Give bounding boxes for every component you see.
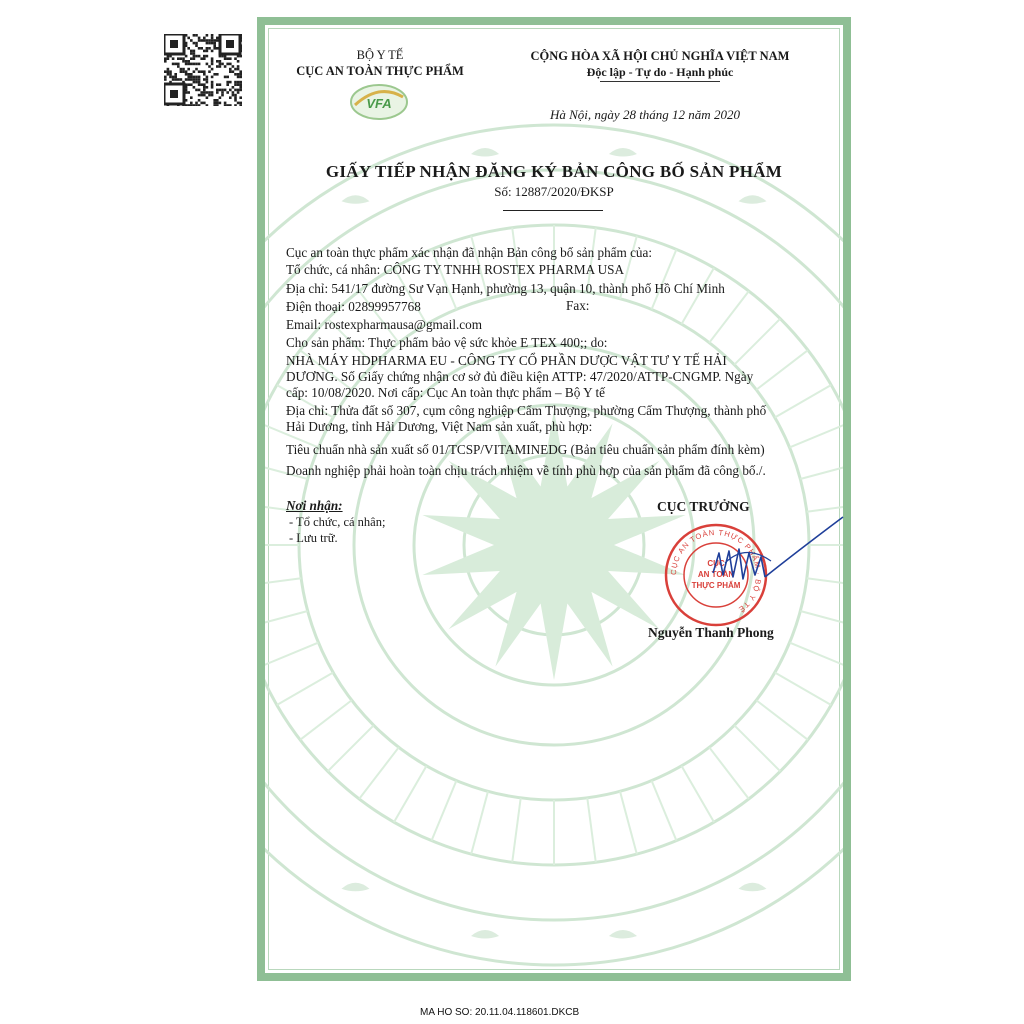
department-name: CỤC AN TOÀN THỰC PHẨM bbox=[296, 64, 464, 78]
recipients-label: Nơi nhận: bbox=[286, 498, 343, 513]
body-line-email: Email: rostexpharmausa@gmail.com bbox=[286, 317, 482, 332]
body-line-address: Địa chỉ: 541/17 đường Sư Vạn Hạnh, phường 13, quận 10, thành phố Hồ Chí Minh bbox=[286, 281, 725, 296]
document-title: GIẤY TIẾP NHẬN ĐĂNG KÝ BẢN CÔNG BỐ SẢN PHẨM bbox=[325, 162, 783, 181]
body-line-phone: Điện thoại: 02899957768 bbox=[286, 299, 421, 314]
svg-text:VFA: VFA bbox=[366, 96, 392, 111]
body-line-organization: Tổ chức, cá nhân: CÔNG TY TNHH ROSTEX PHARMA USA bbox=[286, 262, 625, 277]
country-name: CỘNG HÒA XÃ HỘI CHỦ NGHĨA VIỆT NAM bbox=[530, 49, 790, 63]
signature-scribble bbox=[705, 513, 845, 603]
body-line-manufacturer: NHÀ MÁY HDPHARMA EU - CÔNG TY CỔ PHẦN DƯỢC VẬT TƯ Y TẾ HẢI bbox=[286, 353, 727, 368]
body-line-factory-address: Địa chỉ: Thửa đất số 307, cụm công nghiệp Cẩm Thượng, phường Cẩm Thượng, thành phố bbox=[286, 403, 767, 418]
document-number: Số: 12887/2020/ĐKSP bbox=[494, 184, 614, 199]
body-line-certificate: DƯƠNG. Số Giấy chứng nhận cơ sở đủ điều kiện ATTP: 47/2020/ATTP-CNGMP. Ngày bbox=[286, 369, 754, 384]
ministry-name: BỘ Y TẾ bbox=[356, 48, 404, 62]
svg-text:THỰC PHẨM: THỰC PHẨM bbox=[691, 581, 741, 590]
recipient-item: - Lưu trữ. bbox=[289, 531, 338, 545]
place-date: Hà Nội, ngày 28 tháng 12 năm 2020 bbox=[550, 107, 740, 122]
body-line-intro: Cục an toàn thực phẩm xác nhận đã nhận Bản công bố sản phẩm của: bbox=[286, 245, 653, 260]
qr-code bbox=[164, 34, 242, 106]
recipient-item: - Tổ chức, cá nhân; bbox=[289, 515, 386, 529]
title-underline bbox=[503, 210, 603, 211]
body-line-responsibility: Doanh nghiệp phải hoàn toàn chịu trách nhiệm về tính phù hợp của sản phẩm đã công bố./. bbox=[286, 463, 766, 478]
vfa-logo bbox=[349, 83, 409, 121]
fax-label: Fax: bbox=[566, 298, 590, 313]
svg-text:CỤC: CỤC bbox=[707, 559, 725, 568]
motto: Độc lập - Tự do - Hạnh phúc bbox=[586, 65, 734, 79]
dossier-code: MA HO SO: 20.11.04.118601.DKCB bbox=[420, 1007, 580, 1018]
svg-text:AN TOÀN: AN TOÀN bbox=[697, 570, 735, 579]
body-line-standard: Tiêu chuẩn nhà sản xuất số 01/TCSP/VITAMINEDG (Bản tiêu chuẩn sản phẩm đính kèm) bbox=[286, 442, 765, 457]
body-line-issue: cấp: 10/08/2020. Nơi cấp: Cục An toàn thực phẩm – Bộ Y tế bbox=[286, 385, 605, 400]
signer-name: Nguyễn Thanh Phong bbox=[648, 625, 774, 640]
motto-underline bbox=[600, 81, 720, 82]
body-line-factory-address-cont: Hải Dương, tỉnh Hải Dương, Việt Nam sản xuất, phù hợp: bbox=[286, 419, 593, 434]
body-line-product: Cho sản phẩm: Thực phẩm bảo vệ sức khỏe E TEX 400;; do: bbox=[286, 335, 608, 350]
svg-text:CỤC AN TOÀN THỰC PHẨM · BỘ Y T: CỤC AN TOÀN THỰC PHẨM · BỘ Y TẾ bbox=[668, 527, 764, 615]
certificate bbox=[257, 17, 851, 981]
signer-title: CỤC TRƯỞNG bbox=[657, 499, 750, 514]
